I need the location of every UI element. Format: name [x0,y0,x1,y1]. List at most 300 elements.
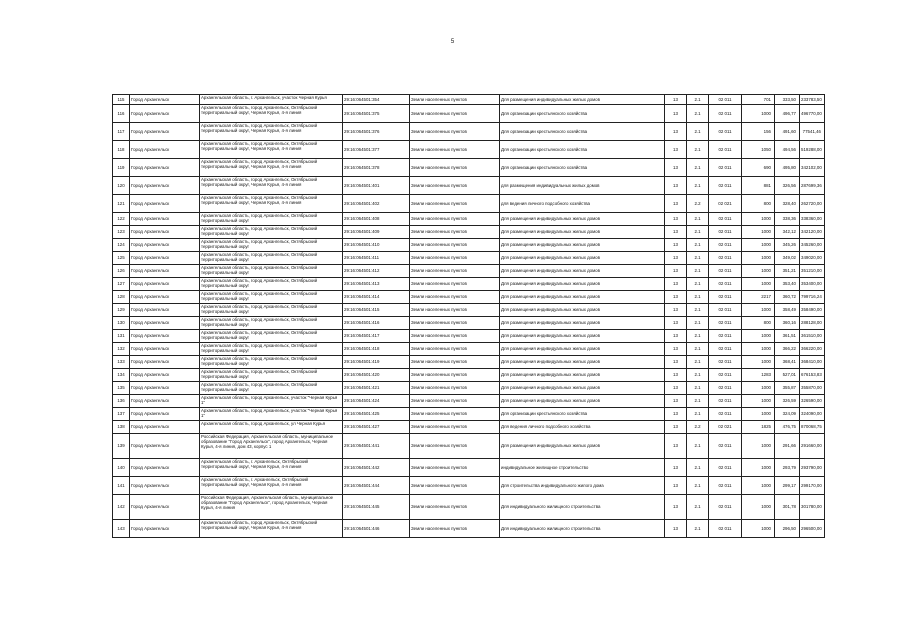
area-cell: 1000 [742,382,775,395]
area-cell: 1000 [742,105,775,123]
permitted-use-cell: Для организации крестьянского хозяйства [500,408,665,421]
specific-value-cell: 353,40 [775,278,800,291]
cadastral-value-cell: 233783,50 [800,95,825,105]
zone-code-cell: 13 [665,213,687,226]
specific-value-cell: 299,17 [775,477,800,495]
cadastral-number-cell: 29:16:064501:425 [343,408,410,421]
cadastral-number-cell: 29:16:064501:427 [343,421,410,434]
specific-value-cell: 527,01 [775,369,800,382]
specific-value-cell: 301,78 [775,495,800,520]
table-row [113,226,825,239]
row-number-cell: 116 [113,105,130,123]
address-cell: Архангельская область, город Архангельск, Октябрьский территориальный округ [200,278,343,291]
settlement-cell: Город Архангельск [130,317,200,330]
address-cell: Архангельская область, город Архангельск, Октябрьский территориальный округ [200,213,343,226]
settlement-cell: Город Архангельск [130,252,200,265]
cadastral-value-cell: 291660,00 [800,434,825,459]
settlement-cell: Город Архангельск [130,105,200,123]
address-cell: Архангельская область, город Архангельск, Октябрьский территориальный округ [200,239,343,252]
settlement-cell: Город Архангельск [130,459,200,477]
area-cell: 1000 [742,495,775,520]
specific-value-cell: 476,75 [775,421,800,434]
group-code-cell: 2.1 [687,141,709,159]
cadastral-number-cell: 29:16:064501:417 [343,330,410,343]
cadastral-number-cell: 29:16:064501:442 [343,459,410,477]
use-code-cell: 02 011 [709,213,742,226]
cadastral-value-cell: 358490,00 [800,304,825,317]
table-row [113,520,825,538]
cadastral-number-cell: 29:16:064501:445 [343,495,410,520]
address-cell: Архангельская область, город Архангельск, Октябрьский территориальный округ [200,265,343,278]
address-cell: Архангельская область, город Архангельск, Октябрьский территориальный округ, Черная Курья, 4-я линия [200,105,343,123]
address-cell: Архангельская область, город Архангельск, Октябрьский территориальный округ, Черная Курья, 4-я линия [200,195,343,213]
area-cell: 1000 [742,239,775,252]
permitted-use-cell: Для размещения индивидуальных жилых домов [500,226,665,239]
use-code-cell: 02 011 [709,141,742,159]
area-cell: 1000 [742,265,775,278]
table-row [113,317,825,330]
zone-code-cell: 13 [665,459,687,477]
settlement-cell: Город Архангельск [130,408,200,421]
specific-value-cell: 342,12 [775,226,800,239]
row-number-cell: 135 [113,382,130,395]
area-cell: 1000 [742,343,775,356]
zone-code-cell: 13 [665,123,687,141]
cadastral-value-cell: 342120,00 [800,226,825,239]
row-number-cell: 118 [113,141,130,159]
table-row [113,434,825,459]
zone-code-cell: 13 [665,330,687,343]
area-cell: 1000 [742,304,775,317]
settlement-cell: Город Архангельск [130,434,200,459]
permitted-use-cell: Для размещения индивидуальных жилых домов [500,382,665,395]
permitted-use-cell: Для размещения индивидуальных жилых домов [500,330,665,343]
use-code-cell: 02 011 [709,330,742,343]
area-cell: 701 [742,95,775,105]
area-cell: 1000 [742,408,775,421]
row-number-cell: 115 [113,95,130,105]
permitted-use-cell: для ведения личного подсобного хозяйства [500,195,665,213]
group-code-cell: 2.1 [687,317,709,330]
table-row [113,421,825,434]
settlement-cell: Город Архангельск [130,343,200,356]
area-cell: 881 [742,177,775,195]
land-category-cell: Земли населенных пунктов [410,343,500,356]
permitted-use-cell: Для размещения индивидуальных жилых домов [500,356,665,369]
land-category-cell: Земли населенных пунктов [410,195,500,213]
permitted-use-cell: для размещения индивидуальных жилых домов [500,177,665,195]
area-cell: 1000 [742,252,775,265]
group-code-cell: 2.1 [687,265,709,278]
zone-code-cell: 13 [665,421,687,434]
settlement-cell: Город Архангельск [130,395,200,408]
cadastral-number-cell: 29:16:064501:420 [343,369,410,382]
land-category-cell: Земли населенных пунктов [410,265,500,278]
group-code-cell: 2.1 [687,226,709,239]
land-category-cell: Земли населенных пунктов [410,421,500,434]
settlement-cell: Город Архангельск [130,141,200,159]
specific-value-cell: 326,59 [775,395,800,408]
settlement-cell: Город Архангельск [130,421,200,434]
use-code-cell: 02 021 [709,421,742,434]
address-cell: Архангельская область, город Архангельск, Октябрьский территориальный округ [200,369,343,382]
group-code-cell: 2.1 [687,477,709,495]
settlement-cell: Город Архангельск [130,477,200,495]
cadastral-number-cell: 29:16:064501:414 [343,291,410,304]
table-row [113,159,825,177]
area-cell: 2217 [742,291,775,304]
settlement-cell: Город Архангельск [130,330,200,343]
cadastral-value-cell: 299170,00 [800,477,825,495]
specific-value-cell: 333,50 [775,95,800,105]
cadastral-value-cell: 799716,24 [800,291,825,304]
address-cell: Архангельская область, город Архангельск, Октябрьский территориальный округ, Черная Курья, 4-я линия [200,177,343,195]
settlement-cell: Город Архангельск [130,226,200,239]
table-row [113,213,825,226]
zone-code-cell: 13 [665,105,687,123]
address-cell: Архангельская область, город Архангельск, ул Черная Курья [200,421,343,434]
row-number-cell: 142 [113,495,130,520]
use-code-cell: 02 011 [709,317,742,330]
land-category-cell: Земли населенных пунктов [410,291,500,304]
settlement-cell: Город Архангельск [130,495,200,520]
permitted-use-cell: Для организации крестьянского хозяйства [500,159,665,177]
cadastral-value-cell: 519288,00 [800,141,825,159]
specific-value-cell: 358,49 [775,304,800,317]
cadastral-value-cell: 287699,36 [800,177,825,195]
permitted-use-cell: Для организации крестьянского хозяйства [500,123,665,141]
land-category-cell: Земли населенных пунктов [410,278,500,291]
specific-value-cell: 494,56 [775,141,800,159]
permitted-use-cell: Для размещения индивидуальных жилых домов [500,395,665,408]
specific-value-cell: 349,02 [775,252,800,265]
table-row [113,239,825,252]
row-number-cell: 130 [113,317,130,330]
row-number-cell: 134 [113,369,130,382]
use-code-cell: 02 011 [709,226,742,239]
use-code-cell: 02 011 [709,356,742,369]
area-cell: 800 [742,195,775,213]
use-code-cell: 02 011 [709,291,742,304]
permitted-use-cell: Для размещения индивидуальных жилых домов [500,317,665,330]
table-row [113,291,825,304]
specific-value-cell: 360,16 [775,317,800,330]
settlement-cell: Город Архангельск [130,369,200,382]
row-number-cell: 136 [113,395,130,408]
address-cell: Архангельская область, город Архангельск, Октябрьский территориальный округ, Черная Курья, 4-я линия [200,123,343,141]
zone-code-cell: 13 [665,141,687,159]
settlement-cell: Город Архангельск [130,95,200,105]
group-code-cell: 2.1 [687,395,709,408]
cadastral-number-cell: 29:16:064501:413 [343,278,410,291]
cadastral-value-cell: 361510,00 [800,330,825,343]
specific-value-cell: 291,66 [775,434,800,459]
zone-code-cell: 13 [665,291,687,304]
use-code-cell: 02 011 [709,343,742,356]
cadastral-value-cell: 355870,00 [800,382,825,395]
settlement-cell: Город Архангельск [130,195,200,213]
cadastral-value-cell: 326590,00 [800,395,825,408]
group-code-cell: 2.1 [687,252,709,265]
zone-code-cell: 13 [665,317,687,330]
group-code-cell: 2.1 [687,369,709,382]
group-code-cell: 2.1 [687,434,709,459]
area-cell: 1000 [742,477,775,495]
specific-value-cell: 495,80 [775,159,800,177]
cadastral-number-cell: 29:16:064501:424 [343,395,410,408]
cadastral-number-cell: 29:16:064501:416 [343,317,410,330]
group-code-cell: 2.1 [687,459,709,477]
cadastral-number-cell: 29:16:064501:410 [343,239,410,252]
zone-code-cell: 13 [665,95,687,105]
specific-value-cell: 491,60 [775,123,800,141]
settlement-cell: Город Архангельск [130,382,200,395]
row-number-cell: 138 [113,421,130,434]
land-category-cell: Земли населенных пунктов [410,382,500,395]
row-number-cell: 125 [113,252,130,265]
land-category-cell: Земли населенных пунктов [410,105,500,123]
address-cell: Архангельская область, город Архангельск, участок "Черная Курья 1" [200,395,343,408]
area-cell: 156 [742,123,775,141]
table-row [113,278,825,291]
use-code-cell: 02 011 [709,369,742,382]
address-cell: Архангельская область, город Архангельск, Октябрьский территориальный округ [200,252,343,265]
zone-code-cell: 13 [665,477,687,495]
zone-code-cell: 13 [665,408,687,421]
permitted-use-cell: Для размещения индивидуальных жилых домов [500,434,665,459]
area-cell: 800 [742,317,775,330]
land-category-cell: Земли населенных пунктов [410,434,500,459]
table-row [113,369,825,382]
land-category-cell: Земли населенных пунктов [410,95,500,105]
area-cell: 1000 [742,330,775,343]
group-code-cell: 2.1 [687,123,709,141]
address-cell: Архангельская область, город Архангельск, Октябрьский территориальный округ, Черная Курья, 4-я линия [200,159,343,177]
permitted-use-cell: Для размещения индивидуальных жилых домов [500,213,665,226]
specific-value-cell: 293,79 [775,459,800,477]
row-number-cell: 129 [113,304,130,317]
land-category-cell: Земли населенных пунктов [410,141,500,159]
zone-code-cell: 13 [665,382,687,395]
permitted-use-cell: Для организации крестьянского хозяйства [500,141,665,159]
zone-code-cell: 13 [665,252,687,265]
row-number-cell: 128 [113,291,130,304]
cadastral-value-cell: 262720,00 [800,195,825,213]
use-code-cell: 02 011 [709,382,742,395]
address-cell: Архангельская область, г. Архангельск, Октябрьский территориальный округ, Черная Курья, 4-я линия [200,459,343,477]
use-code-cell: 02 011 [709,95,742,105]
cadastral-value-cell: 342102,00 [800,159,825,177]
cadastral-number-cell: 29:16:064501:419 [343,356,410,369]
cadastral-value-cell: 676153,83 [800,369,825,382]
settlement-cell: Город Архангельск [130,356,200,369]
group-code-cell: 2.1 [687,278,709,291]
land-category-cell: Земли населенных пунктов [410,495,500,520]
area-cell: 1050 [742,141,775,159]
table-row [113,343,825,356]
settlement-cell: Город Архангельск [130,239,200,252]
use-code-cell: 02 011 [709,278,742,291]
address-cell: Российская Федерация, Архангельская область, муниципальное образование "Город Архангельск", город Архангельск, Черная Курья, 4-я линия, дом 43, корпус 1 [200,434,343,459]
cadastral-number-cell: 29:16:064501:444 [343,477,410,495]
permitted-use-cell: Для строительства индивидуального жилого дома [500,477,665,495]
land-category-cell: Земли населенных пунктов [410,459,500,477]
table-row [113,330,825,343]
cadastral-value-cell: 301780,00 [800,495,825,520]
address-cell: Архангельская область, город Архангельск, Октябрьский территориальный округ [200,291,343,304]
group-code-cell: 2.1 [687,330,709,343]
settlement-cell: Город Архангельск [130,304,200,317]
specific-value-cell: 338,36 [775,213,800,226]
cadastral-value-cell: 366220,00 [800,343,825,356]
use-code-cell: 02 011 [709,304,742,317]
row-number-cell: 119 [113,159,130,177]
specific-value-cell: 345,26 [775,239,800,252]
land-category-cell: Земли населенных пунктов [410,477,500,495]
row-number-cell: 131 [113,330,130,343]
table-row [113,105,825,123]
cadastral-value-cell: 296500,00 [800,520,825,538]
cadastral-value-cell: 349020,00 [800,252,825,265]
permitted-use-cell: индивидуальное жилищное строительство [500,459,665,477]
table-row [113,395,825,408]
group-code-cell: 2.1 [687,356,709,369]
permitted-use-cell: Для индивидуального жилищного строительства [500,520,665,538]
group-code-cell: 2.1 [687,291,709,304]
table-row [113,95,825,105]
table-row [113,177,825,195]
cadastral-value-cell: 288128,00 [800,317,825,330]
zone-code-cell: 13 [665,177,687,195]
cadastral-value-cell: 870068,75 [800,421,825,434]
specific-value-cell: 366,22 [775,343,800,356]
specific-value-cell: 368,41 [775,356,800,369]
group-code-cell: 2.1 [687,213,709,226]
land-category-cell: Земли населенных пунктов [410,226,500,239]
cadastral-value-cell: 324090,00 [800,408,825,421]
table-row [113,141,825,159]
table-row [113,477,825,495]
table-row [113,265,825,278]
cadastral-number-cell: 29:16:064501:376 [343,123,410,141]
land-category-cell: Земли населенных пунктов [410,408,500,421]
address-cell: Архангельская область, город Архангельск, Октябрьский территориальный округ [200,330,343,343]
row-number-cell: 117 [113,123,130,141]
row-number-cell: 133 [113,356,130,369]
use-code-cell: 02 011 [709,123,742,141]
address-cell: Архангельская область, город Архангельск, Октябрьский территориальный округ [200,317,343,330]
use-code-cell: 02 011 [709,477,742,495]
group-code-cell: 2.1 [687,382,709,395]
specific-value-cell: 328,40 [775,195,800,213]
address-cell: Российская Федерация, Архангельская область, муниципальное образование "Город Архангельск", город Архангельск, Черная Курья, 4-я линия [200,495,343,520]
group-code-cell: 2.1 [687,304,709,317]
cadastral-number-cell: 29:16:064501:409 [343,226,410,239]
specific-value-cell: 351,21 [775,265,800,278]
zone-code-cell: 13 [665,356,687,369]
land-category-cell: Земли населенных пунктов [410,520,500,538]
use-code-cell: 02 011 [709,159,742,177]
settlement-cell: Город Архангельск [130,177,200,195]
settlement-cell: Город Архангельск [130,291,200,304]
area-cell: 1000 [742,520,775,538]
zone-code-cell: 13 [665,278,687,291]
cadastral-number-cell: 29:16:064501:378 [343,159,410,177]
area-cell: 1000 [742,278,775,291]
zone-code-cell: 13 [665,239,687,252]
table-row [113,356,825,369]
group-code-cell: 2.2 [687,195,709,213]
table-row [113,195,825,213]
permitted-use-cell: Для размещения индивидуальных жилых домов [500,239,665,252]
zone-code-cell: 13 [665,343,687,356]
use-code-cell: 02 011 [709,408,742,421]
zone-code-cell: 13 [665,495,687,520]
row-number-cell: 120 [113,177,130,195]
permitted-use-cell: Для размещения индивидуальных жилых домов [500,252,665,265]
area-cell: 1825 [742,421,775,434]
zone-code-cell: 13 [665,265,687,278]
cadastral-value-cell: 338360,00 [800,213,825,226]
settlement-cell: Город Архангельск [130,265,200,278]
specific-value-cell: 360,72 [775,291,800,304]
group-code-cell: 2.1 [687,177,709,195]
specific-value-cell: 296,50 [775,520,800,538]
row-number-cell: 140 [113,459,130,477]
row-number-cell: 127 [113,278,130,291]
land-category-cell: Земли населенных пунктов [410,177,500,195]
permitted-use-cell: Для размещения индивидуальных жилых домов [500,343,665,356]
area-cell: 1000 [742,395,775,408]
address-cell: Архангельская область, город Архангельск, Октябрьский территориальный округ, Черная Курья, 4-я линия [200,520,343,538]
permitted-use-cell: Для размещения индивидуальных жилых домов [500,278,665,291]
permitted-use-cell: Для организации крестьянского хозяйства [500,105,665,123]
row-number-cell: 121 [113,195,130,213]
address-cell: Архангельская область, город Архангельск, участок "Черная Курья 1" [200,408,343,421]
use-code-cell: 02 011 [709,495,742,520]
cadastral-value-cell: 353400,00 [800,278,825,291]
specific-value-cell: 355,87 [775,382,800,395]
cadastral-number-cell: 29:16:064501:408 [343,213,410,226]
land-category-cell: Земли населенных пунктов [410,123,500,141]
area-cell: 1000 [742,459,775,477]
zone-code-cell: 13 [665,434,687,459]
land-parcels-table [112,94,825,538]
cadastral-number-cell: 29:16:064501:441 [343,434,410,459]
row-number-cell: 124 [113,239,130,252]
area-cell: 1283 [742,369,775,382]
group-code-cell: 2.1 [687,159,709,177]
area-cell: 1000 [742,434,775,459]
cadastral-number-cell: 29:16:064501:377 [343,141,410,159]
group-code-cell: 2.1 [687,239,709,252]
land-category-cell: Земли населенных пунктов [410,304,500,317]
page-number: 5 [450,39,455,45]
land-category-cell: Земли населенных пунктов [410,395,500,408]
group-code-cell: 2.1 [687,95,709,105]
cadastral-number-cell: 29:16:064501:354 [343,95,410,105]
use-code-cell: 02 011 [709,395,742,408]
cadastral-value-cell: 368410,00 [800,356,825,369]
table-row [113,495,825,520]
use-code-cell: 02 011 [709,265,742,278]
permitted-use-cell: Для размещения индивидуальных жилых домов [500,304,665,317]
specific-value-cell: 326,56 [775,177,800,195]
specific-value-cell: 324,09 [775,408,800,421]
settlement-cell: Город Архангельск [130,123,200,141]
area-cell: 1000 [742,213,775,226]
row-number-cell: 126 [113,265,130,278]
